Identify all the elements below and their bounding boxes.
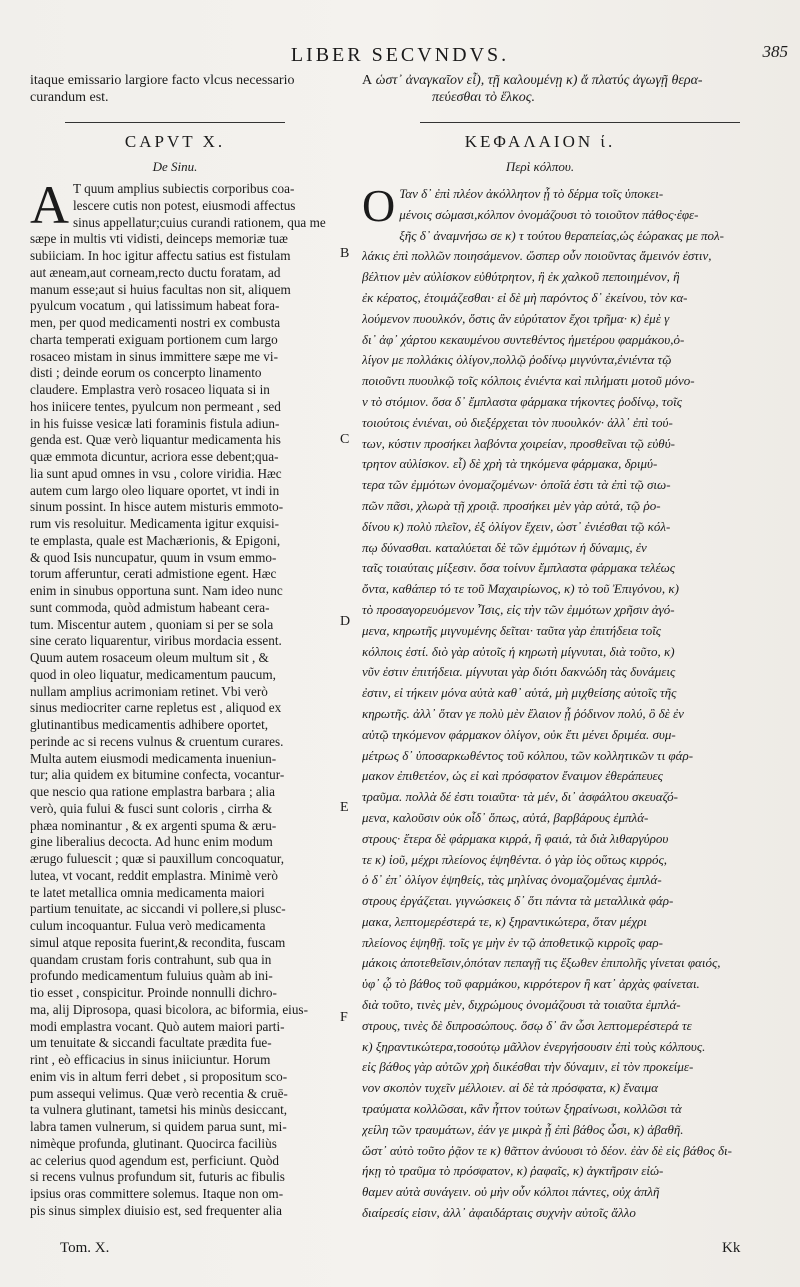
- text-line: enim in sinubus opportuna sunt. Nam ideo nunc: [30, 583, 283, 598]
- chapter-title-latin: CAPVT X.: [124, 132, 226, 151]
- text-line: ν τὸ στόμιον. ὅσα δ᾽ ἔμπλαστα φάρμακα τήκοντες ῥοδίνῳ, τοῖς: [362, 393, 682, 409]
- text-line: πῳ δύνασθαι. καταλύεται δὲ τῶν ἐμμότων ἡ δύναμις, ἐν: [362, 539, 647, 555]
- margin-letter: F: [340, 1010, 348, 1025]
- text-line: que nescio qua ratione emplastra barbara ; alia: [30, 784, 275, 799]
- text-line: te emplasta, quale est Machærionis, & Epigoni,: [30, 532, 281, 548]
- text-line: tio esset , conspicitur. Proinde nonnulli dichro-: [30, 985, 277, 1000]
- text-line: partium tenuitate, ac siccandi vi pollere,si plusc-: [30, 901, 286, 917]
- text-line: T quum amplius subiectis corporibus coa-: [73, 181, 295, 196]
- text-line: λάκις ἐπὶ πολλῶν ποιησάμενον. ὥσπερ οὖν ποιοῦντας ἄμεινόν ἐστιν,: [362, 248, 712, 264]
- text-line: glutinantibus medicamentis adhibere oportet,: [30, 717, 269, 732]
- text-line: διὰ τοῦτο, τινὲς μὲν, διχρώμους ὀνομάζουσι τὰ τοιαῦτα ἐμπλά-: [362, 997, 681, 1013]
- footer-tome: Tom. X.: [60, 1240, 110, 1256]
- text-line: κ) ξηραντικώτερα,τοσούτῳ μᾶλλον ἐνεργήσουσιν ἐπὶ τοὺς κόλπους.: [362, 1038, 706, 1054]
- text-line: claudere. Emplastra verò rosaceo liquata si in: [30, 382, 270, 397]
- text-line: enim vis in altum ferri debet , si propositum sco-: [30, 1068, 288, 1084]
- text-line: θαμεν αὐτὰ συνάγειν. οὐ μὴν οὖν κόλποι πάντες, οὐχ ἁπλῆ: [362, 1184, 660, 1200]
- text-line: μενα, κηρωτῆς μιγνυμένης δεῖται· ταῦτα γὰρ ἐπιτήδεια τοῖς: [362, 622, 662, 638]
- text-line: verò, quia fului & fusci sunt coloris , cirrha &: [30, 800, 273, 816]
- text-line: μάκοις ἀποτεθεῖσιν,ὁπόταν πεπαγῇ τις ἔξωθεν ἐπιπολῆς γίνεται φαιός,: [362, 955, 721, 971]
- text-line: in his fuisse vesicæ lati foraminis fistula adiun-: [30, 415, 280, 431]
- text-line: ξῆς δ᾽ ἀναμνήσω σε κ) τ τούτου θεραπείας,ὡς ἑώρακας με πολ-: [399, 227, 724, 243]
- margin-letter: B: [340, 246, 350, 261]
- text-line: στρους, τινὲς δὲ διπροσώπους. ὅσῳ δ᾽ ἂν ὦσι λεπτομερέστερά τε: [362, 1017, 692, 1033]
- rule-divider: [65, 122, 285, 123]
- text-line: μενα, καλοῦσιν οὐκ οἶδ᾽ ὅπως, αὐτά, βαρβάρους ἐμπλά-: [362, 809, 649, 825]
- text-line: pum assequi velimus. Quæ verò recentia & cruē-: [30, 1085, 288, 1101]
- text-line: Quum autem rosaceum oleum multum sit , &: [30, 650, 269, 665]
- text-line: τερα τῶν ἐμμότων ὀνομαζομένων· ὁποῖά ἐστι τὰ ἐπὶ τῷ σιω-: [362, 477, 671, 493]
- text-line: quod in oleo liquatur, medicamentum paucum,: [30, 666, 276, 682]
- text-line: ac celerius quod agendum est, perficiunt. Quòd: [30, 1152, 280, 1168]
- text-line: autem cum largo oleo liquare oportet, vt indi in: [30, 482, 280, 498]
- latin-text-column: [30, 175, 335, 1220]
- text-line: nullam amplius acrimoniam retinet. Vbi verò: [30, 683, 268, 699]
- text-line: κηρωτῆς. ἀλλ᾽ ὅταν γε πολὺ μὲν ἔλαιον ᾖ ῥόδινον πολύ, ὃ δὲ ἐν: [362, 705, 684, 721]
- text-line: charta temperati exiguam portionem cum largo: [30, 331, 278, 347]
- lead-greek-line: [362, 72, 787, 89]
- text-line: te latet metallica omnia medicamenta maiori: [30, 884, 265, 900]
- text-line: δι᾽ ἀφ᾽ χάρτου κεκαυμένου συντεθέντος ἡμετέρου φαρμάκου,ὀ-: [362, 331, 685, 347]
- text-line: ήκῃ τὸ τραῦμα τὸ πρόσφατον, κ) ῥαφαῖς, κ) ἀγκτῆρσιν εἰώ-: [362, 1163, 664, 1179]
- text-line: ma, alij Diprosopa, quasi bicolora, ac biformia, eius-: [30, 1001, 308, 1017]
- text-line: sinum possint. In hisce autem misturis emmoto-: [30, 499, 284, 515]
- lead-latin-line: curandum est.: [30, 90, 109, 105]
- text-line: sine cerato liquarentur, viribus mordacia essent.: [30, 633, 282, 649]
- text-line: στρους· ἕτερα δὲ φάρμακα κιρρά, ἢ φαιά, τὰ διὰ λιθαργύρου: [362, 830, 669, 846]
- text-line: rosaceo mistam in sinus immittere sæpe me vi-: [30, 348, 278, 364]
- text-line: Ταν δ᾽ ἐπὶ πλέον ἀκόλλητον ᾖ τὸ δέρμα τοῖς ὑποκει-: [399, 186, 664, 201]
- text-line: lia sunt apud omnes in vsu , colore viridia. Hæc: [30, 465, 282, 481]
- text-line: πῶν πᾶσι, χλωρὰ τῇ χροιᾷ. προσήκει μὲν γὰρ αὐτά, τῷ ῥο-: [362, 497, 661, 513]
- text-line: τοιούτοις ἐνιέναι, οὐ διεξέρχεται τὸν πυουλκόν· ἀλλ᾽ ἐπὶ τού-: [362, 414, 673, 430]
- text-line: sunt commoda, quòd admistum habeant cera-: [30, 599, 270, 615]
- text-line: ποιοῦντι πυουλκῷ τοῖς κόλποις ἐνιέντα καὶ πιλήματι μοτοῦ μόνο-: [362, 373, 695, 389]
- lead-greek-line: πεύεσθαι τὸ ἕλκος.: [432, 90, 535, 105]
- text-line: ta vulnera glutinant, tametsi his minùs desiccant,: [30, 1102, 288, 1118]
- text-line: gine liberalius decocta. Ad hunc enim modum: [30, 834, 273, 850]
- footer-signature: Kk: [722, 1240, 741, 1256]
- text-line: στρους ἐργάζεται. γιγνώσκεις δ᾽ ὅτι πάντα τὰ μεταλλικὰ φάρ-: [362, 893, 674, 909]
- text-line: λούμενον πυουλκόν, ὅστις ἂν εὐρύτατον ἔχοι τρῆμα· κ) ἐμὲ γ: [362, 310, 670, 326]
- lead-greek-text: [362, 72, 787, 106]
- folio-number: 385: [762, 42, 788, 61]
- chapter-title-greek: ΚΕΦΑΛΑΙΟΝ ί.: [464, 132, 616, 151]
- text-line: phæa nominantur , & ex argenti spuma & æru-: [30, 817, 277, 833]
- text-line: χείλη τῶν τραυμάτων, ἐάν γε μικρὰ ᾖ ἐπὶ βάθος ὦσι, κ) ἀβαθῆ.: [362, 1121, 684, 1137]
- text-line: τρητον αὐλίσκον. εἶ) δὲ χρὴ τὰ τηκόμενα φάρμακα, δριμύ-: [362, 456, 658, 472]
- margin-letter: D: [340, 614, 351, 629]
- chapter-subtitle-greek: Περὶ κόλπου.: [505, 159, 575, 174]
- text-line: βέλτιον μὲν αὐλίσκον εὐθύτρητον, ἢ ἐκ χαλκοῦ πεποιημένον, ἢ: [362, 269, 680, 285]
- text-line: modi emplastra vocant. Quò autem maiori parti-: [30, 1018, 285, 1034]
- text-line: subiiciam. In hoc igitur affectu satius est fistulam: [30, 248, 291, 263]
- text-line: lutea, vt vocant, reddit emplastra. Minimè verò: [30, 867, 278, 883]
- text-line: men, per quod medicamenti nostri ex combusta: [30, 315, 281, 330]
- text-line: nimèque profunda, glutinant. Quocirca faciliùs: [30, 1135, 277, 1151]
- text-line: tur; alia quidem ex bitumine confecta, vocantur-: [30, 767, 285, 783]
- text-line: sinus appellatur;cuius curandi rationem, qua me: [73, 214, 326, 230]
- text-line: ταῖς τοιαύταις μίξεσιν. ὅσα τοίνυν ἔμπλαστα φάρμακα τελέως: [362, 560, 676, 576]
- text-line: ὥστ᾽ αὐτὸ τοῦτο ῥᾷον τε κ) θᾶττον ἀνύουσι τὸ δέον. ἐὰν δὲ εἰς βάθος δι-: [362, 1142, 732, 1158]
- text-line: simul atque reposita fuerint,& recondita, fuscam: [30, 934, 286, 950]
- text-line: sæpe in multis vti vidisti, deinceps memoriæ tuæ: [30, 231, 288, 247]
- text-line: rint , eò efficacius in sinus iniiciuntur. Horum: [30, 1052, 271, 1067]
- rule-divider: [420, 122, 740, 123]
- text-line: genda est. Quæ verò liquantur medicamenta his: [30, 432, 281, 448]
- drop-cap: A: [30, 175, 69, 235]
- text-line: τε κ) ἰοῦ, μέχρι πλείονος ἑψηθέντα. ὁ γὰρ ἰὸς οὕτως κιρρός,: [362, 851, 667, 867]
- margin-letter: C: [340, 432, 350, 447]
- text-line: pis sinus simplex diuisio est, sed frequenter alia: [30, 1202, 282, 1218]
- lead-latin-line: itaque emissario largiore facto vlcus necessario: [30, 73, 295, 88]
- text-line: νῦν ἐστιν ἐπιτήδεια. μίγνυται γὰρ διότι δακνώδη τὰς δυνάμεις: [362, 664, 676, 680]
- text-line: lescere cutis non potest, eiusmodi affectus: [73, 197, 296, 213]
- text-line: tum. Miscentur autem , quoniam si per se sola: [30, 616, 274, 632]
- text-line: labra tamen vulnerum, si quidem parua sunt, mi-: [30, 1119, 287, 1134]
- text-line: pyulcum vocatum , qui latissimum habeat fora-: [30, 298, 280, 314]
- text-line: μένοις σώμασι,κόλπον ὀνομάζουσι τὸ τοιοῦτον πάθος·ἐφε-: [399, 206, 699, 222]
- drop-cap: Ο: [362, 180, 396, 231]
- running-header: LIBER SECVNDVS.: [290, 44, 510, 66]
- greek-text-column: [362, 180, 790, 1224]
- text-line: Multa autem eiusmodi medicamenta inueniun-: [30, 750, 277, 766]
- text-line: δίνου κ) πολὺ πλεῖον, ἐξ ὀλίγον ἔχειν, ὡστ᾽ ἐνιέσθαι τῷ κόλ-: [362, 518, 671, 534]
- text-line: culum incoquantur. Fulua verò medicamenta: [30, 918, 266, 933]
- chapter-subtitle-latin: De Sinu.: [152, 159, 198, 174]
- text-line: των, κύστιν προσήκει λαβόντα χοιρείαν, προσθεῖναι τῷ εὐθύ-: [362, 435, 675, 451]
- text-line: ἐστιν, εἰ τήκειν μόνα αὐτὰ καθ᾽ αὑτά, μὴ μιχθείσης αὐτοῖς τῆς: [362, 685, 677, 701]
- text-line: aut æneam,aut corneam,recto ductu foratam, ad: [30, 264, 281, 280]
- text-line: τὸ προσαγορευόμενον Ἶσις, εἰς τὴν τῶν ἐμμότων χρῆσιν ἀγό-: [362, 601, 675, 617]
- text-line: rum vis resoluitur. Medicamenta igitur exquisi-: [30, 516, 280, 531]
- text-line: ὑφ᾽ ᾧ τὸ βάθος τοῦ φαρμάκου, κιρρότερον ἢ κατ᾽ ἀρχὰς φαίνεται.: [362, 976, 700, 992]
- text-line: sinus mediocriter carne repletus est , aliquod ex: [30, 700, 282, 716]
- text-line: ipsius oras committere solemus. Itaque non om-: [30, 1186, 284, 1201]
- text-line: manum esse;aut si huius facultas non sit, aliquem: [30, 281, 291, 297]
- text-line: ærugo fuluescit ; quæ si pauxillum concoquatur,: [30, 851, 285, 866]
- text-line: ὄντα, καθάπερ τό τε τοῦ Μαχαιρίωνος, κ) τὸ τοῦ Ἐπιγόνου, κ): [362, 581, 679, 597]
- text-line: λίγον με πολλάκις ὀλίγον,πολλῷ ῥοδίνῳ μιγνύντα,ἐνιέντα τῷ: [362, 352, 672, 368]
- text-line: τραῦμα. πολλὰ δέ ἐστι τοιαῦτα· τὰ μέν, δι᾽ ἀσφάλτου σκευαζό-: [362, 789, 678, 805]
- text-line: τραύματα κολλῶσαι, κἂν ἧττον τούτων ξηραίνωσι, κολλῶσι τὰ: [362, 1101, 682, 1117]
- text-line: um tenuitate & siccandi facultate prædita fue-: [30, 1035, 272, 1051]
- margin-letter: A: [362, 73, 373, 88]
- text-line: hos iniicere tentes, pyulcum non permeant , sed: [30, 398, 281, 414]
- text-line: & quod Isis nuncupatur, quum in vsum emmo-: [30, 549, 277, 565]
- text-line: torum afferuntur, cerati admistione egent. Hæc: [30, 566, 277, 582]
- text-line: κόλποις ἐστί. διὸ γὰρ αὐτοῖς ἡ κηρωτὴ μίγνυται, διὰ τοῦτο, κ): [362, 643, 675, 659]
- text-line: αὐτῷ τηκόμενον φάρμακον ὀλίγον, οὐκ ἔτι μένει δριμέα. συμ-: [362, 726, 676, 742]
- text-line: μακα, λεπτομερέστερά τε, κ) ξηραντικώτερα, ὅταν μέχρι: [362, 913, 647, 929]
- text-line: ἐκ κέρατος, ἑτοιμάζεσθαι· εἰ δὲ μὴ παρόντος δ᾽ ἐκείνου, τὸν κα-: [362, 289, 688, 305]
- lead-latin-text: [30, 72, 340, 106]
- text-line: perinde ac si recens vulnus & cruentum curares.: [30, 733, 284, 749]
- text-line: disti ; deinde eorum os concerpto linamento: [30, 365, 262, 381]
- margin-letter: E: [340, 800, 349, 815]
- text-line: νον σκοπὸν τυχεῖν μέλλοιεν. αἱ δὲ τὰ πρόσφατα, κ) ἔναιμα: [362, 1080, 658, 1096]
- text-line: quandam crustam foris contrahunt, sub qua in: [30, 951, 272, 967]
- text-line: μακον ἐπιθετέον, ὡς εἰ καὶ πρόσφατον ἔναιμον ἐθεράπευες: [362, 768, 663, 784]
- text-line: διαίρεσίς εἰσιν, ἀλλ᾽ ἀφαιδάρταις συχνὴν αὐτοῖς ἄλλο: [362, 1205, 636, 1221]
- lead-greek-line-text: ὡστ᾽ ἀναγκαῖον εἶ), τῇ καλουμένῃ κ) ἄ πλατύς ἀγωγῇ θερα-: [375, 73, 703, 88]
- text-line: profundo medicamentum fuluius quàm ab ini-: [30, 968, 273, 984]
- text-line: μέτρως δ᾽ ὑποσαρκωθέντος τοῦ κόλπου, τῶν κολλητικῶν τι φάρ-: [362, 747, 694, 763]
- text-line: si recens vulnus profundum sit, futuris ac fibulis: [30, 1169, 285, 1185]
- text-line: quæ emmota dicuntur, acriora esse debent;qua-: [30, 449, 279, 464]
- text-line: εἰς βάθος γὰρ αὐτῶν χρὴ διικέσθαι τὴν δύναμιν, εἰ τὸν προκείμε-: [362, 1059, 694, 1075]
- text-line: πλείονος ἑψηθῇ. τοῖς γε μὴν ἐν τῷ ἀποθετικῷ κιρροῖς φαρ-: [362, 934, 663, 950]
- text-line: ὁ δ᾽ ἐπ᾽ ὀλίγον ἑψηθείς, τὰς μηλίνας ὀνομαζομένας ἐμπλά-: [362, 872, 662, 888]
